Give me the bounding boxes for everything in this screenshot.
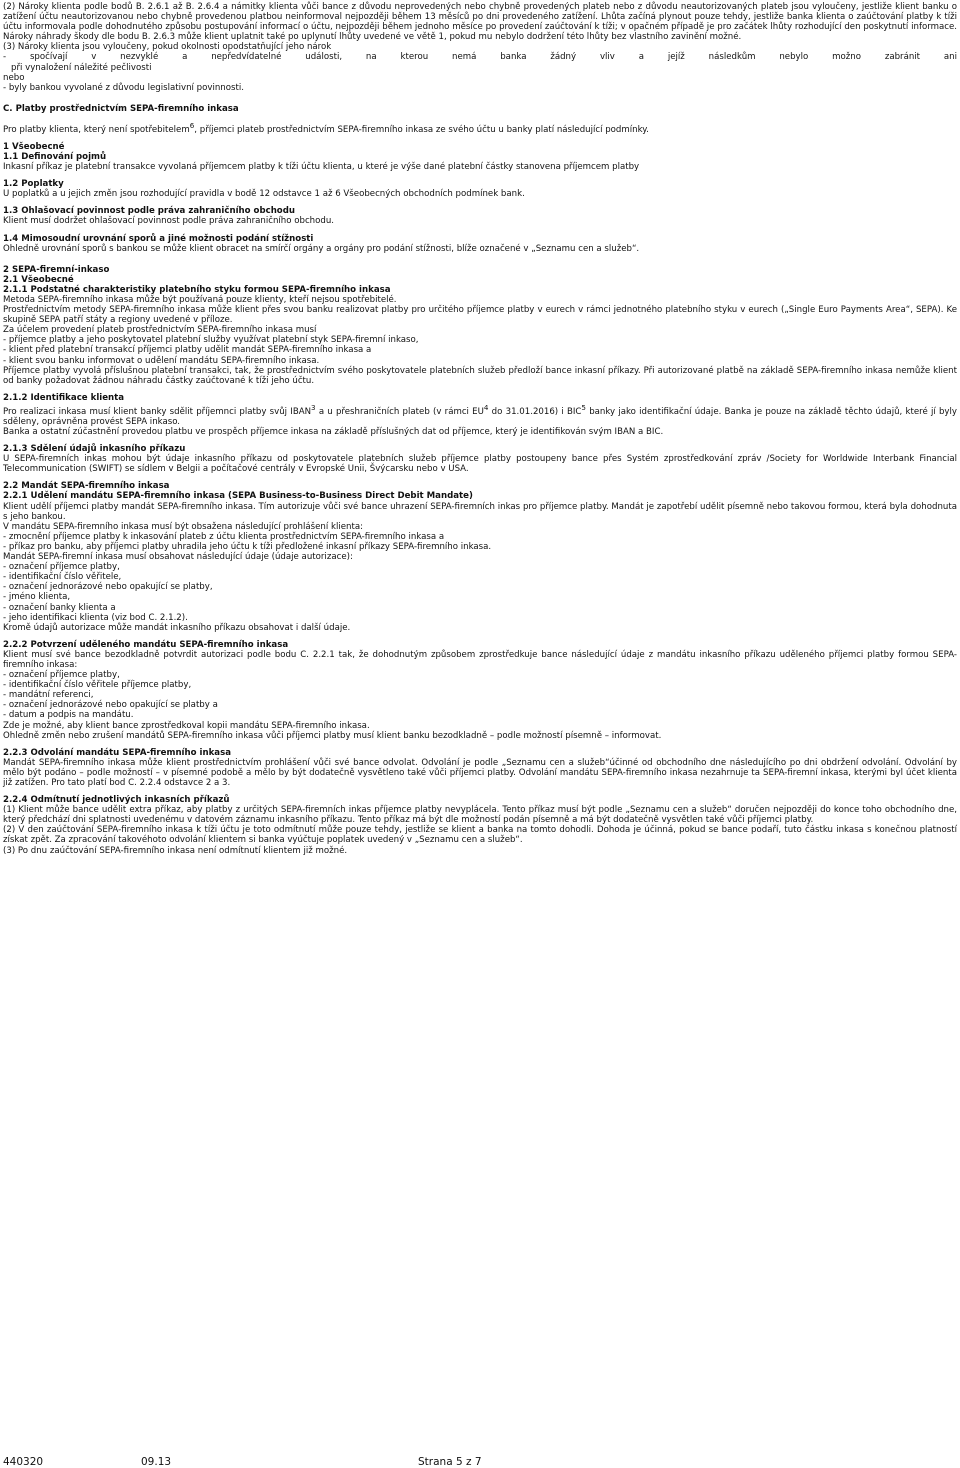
paragraph: Mandát SEPA-firemní inkasa musí obsahovat následující údaje (údaje autorizace): <box>3 552 353 563</box>
paragraph: Metoda SEPA-firemního inkasa může být používaná pouze klienty, kteří nejsou spotřebitelé. <box>3 295 397 306</box>
list-item: - klient svou banku informovat o udělení mandátu SEPA-firemního inkasa. <box>3 355 320 366</box>
list-item: - identifikační číslo věřitele, <box>3 572 122 583</box>
text-span: do 31.01.2016) i BIC <box>488 406 582 417</box>
page-number: Strana 5 z 7 <box>418 1456 482 1468</box>
section-heading: 2.1.1 Podstatné charakteristiky platebního styku formou SEPA-firemního inkasa <box>3 284 391 295</box>
section-heading: 1 Všeobecné <box>3 141 65 152</box>
text-span: Pro platby klienta, který není spotřebitelem <box>3 124 190 135</box>
list-item: - označení příjemce platby, <box>3 562 120 573</box>
list-item: při vynaložení náležité pečlivosti <box>11 62 152 73</box>
paragraph: Klient udělí příjemci platby mandát SEPA-firemního inkasa. Tím autorizuje vůči své bance uhrazení SEPA-firemních inkas pro příjemce platby. Mandát je zapotřebí udělit písemně nebo takovou formou, která byla dohodnuta s jeho bankou. <box>3 501 957 522</box>
footnote-mark: 5 <box>581 402 586 412</box>
paragraph: V mandátu SEPA-firemního inkasa musí být obsažena následující prohlášení klienta: <box>3 521 364 532</box>
list-item: - byly bankou vyvolané z důvodu legislativní povinnosti. <box>3 82 244 93</box>
section-heading: 2 SEPA-firemní-inkaso <box>3 264 110 275</box>
paragraph: U SEPA-firemních inkas mohou být údaje inkasního příkazu od poskytovatele platebních služeb příjemce platby postoupeny bance přes Systém zprostředkování zpráv /Society for Worldwide Interbank Financial Telecommunication (SWIFT) se sídlem v Belgii a počítačové centrály v Evropské Unii, Švýcarsku nebo v USA. <box>3 454 957 475</box>
paragraph: Kromě údajů autorizace může mandát inkasního příkazu obsahovat i další údaje. <box>3 622 351 633</box>
section-heading: 2.2 Mandát SEPA-firemního inkasa <box>3 481 170 492</box>
text-span: a u přeshraničních plateb (v rámci EU <box>315 406 484 417</box>
text-span: Pro realizaci inkasa musí klient banky sdělit příjemnci platby svůj IBAN <box>3 406 312 417</box>
list-item: - příjemce platby a jeho poskytovatel platební služby využívat platební styk SEPA-firemní inkaso, <box>3 335 419 346</box>
paragraph: (1) Klient může bance udělit extra příkaz, aby platby z určitých SEPA-firemních inkas příjemce platby nevyplácela. Tento příkaz musí být podle „Seznamu cen a služeb“ doručen nejpozději do konce toho obchodního dne, který předchází dni splatnosti uvedenému v datovém záznamu inkasního příkazu. Tento příkaz má být dle možností podán písemně a má být dodatečně vysvětlen také vůči příjemci platby. <box>3 805 957 826</box>
section-heading: 1.1 Definování pojmů <box>3 151 107 162</box>
section-heading: 2.1.3 Sdělení údajů inkasního příkazu <box>3 444 186 455</box>
list-item: - identifikační číslo věřitele příjemce platby, <box>3 680 192 691</box>
section-heading: 1.3 Ohlašovací povinnost podle práva zahraničního obchodu <box>3 206 295 217</box>
footnote-mark: 3 <box>311 402 316 412</box>
list-item: - příkaz pro banku, aby příjemci platby uhradila jeho účtu k tíži předložené inkasní příkazy SEPA-firemního inkasa. <box>3 541 492 552</box>
text-span: , příjemci plateb prostřednictvím SEPA-firemního inkasa ze svého účtu u banky platí následující podmínky. <box>194 124 649 135</box>
paragraph: Klient musí dodržet ohlašovací povinnost podle práva zahraničního obchodu. <box>3 216 335 227</box>
paragraph: Inkasní příkaz je platební transakce vyvolaná příjemcem platby k tíži účtu klienta, u které je výše dané platební částky stanovena příjemcem platby <box>3 162 640 173</box>
paragraph: Klient musí své bance bezodkladně potvrdit autorizaci podle bodu C. 2.2.1 tak, že dohodnutým způsobem zprostředkuje bance následující údaje z mandátu inkasního příkazu uděleného příjemci platby formou SEPA-firemního inkasa: <box>3 649 957 670</box>
paragraph <box>3 403 957 427</box>
list-item: - označení jednorázové nebo opakující se platby a <box>3 700 218 711</box>
list-item: - označení banky klienta a <box>3 602 116 613</box>
paragraph: Zde je možné, aby klient bance zprostředkoval kopii mandátu SEPA-firemního inkasa. <box>3 720 370 731</box>
form-code: 440320 <box>3 1456 44 1468</box>
paragraph: Ohledně změn nebo zrušení mandátů SEPA-firemního inkasa vůči příjemci platby musí klient banku bezodkladně – podle možností písemně – informovat. <box>3 730 662 741</box>
section-heading: 2.2.4 Odmítnutí jednotlivých inkasních příkazů <box>3 795 230 806</box>
text-span: banky jako identifikační údaje. Banka je pouze na základě těchto údajů, které jí byly sděleny, oprávněna provést SEPA inkaso. <box>3 406 957 427</box>
paragraph: Za účelem provedení plateb prostřednictvím SEPA-firemního inkasa musí <box>3 325 317 336</box>
list-item: - spočívají v nezvyklé a nepředvídatelné události, na kterou nemá banka žádný vliv a jejíž následkům nebylo možno zabránit ani <box>3 52 957 63</box>
section-heading: 2.1.2 Identifikace klienta <box>3 392 125 403</box>
section-heading: 2.1 Všeobecné <box>3 274 74 285</box>
list-item: - jméno klienta, <box>3 592 71 603</box>
list-item: - mandátní referenci, <box>3 690 94 701</box>
list-item: - klient před platební transakcí příjemci platby udělit mandát SEPA-firemního inkasa a <box>3 345 372 356</box>
list-item: - označení jednorázové nebo opakující se platby, <box>3 582 213 593</box>
footnote-mark: 4 <box>483 402 489 412</box>
paragraph: Prostřednictvím metody SEPA-firemního inkasa může klient přes svou banku realizovat platby pro určitého příjemce platby v eurech v rámci jednotného platebního styku v eurech („Single Euro Payments Area“, SEPA). Ke skupině SEPA patří státy a regiony uvedené v příloze. <box>3 305 957 326</box>
paragraph: (2) V den zaúčtování SEPA-firemního inkasa k tíži účtu je toto odmítnutí může pouze tehdy, jestliže se klient a banka na tomto dohodli. Dohoda je účinná, pokud se bance podaří, tuto částku inkasa s konečnou platností získat zpět. Za zpracování takovéhoto odvolání klientem si banka vyúčtuje poplatek uvedený v „Seznamu cen a služeb“. <box>3 825 957 846</box>
paragraph: (3) Nároky klienta jsou vyloučeny, pokud okolnosti opodstatňující jeho nárok <box>3 42 332 53</box>
paragraph: (2) Nároky klienta podle bodů B. 2.6.1 až B. 2.6.4 a námitky klienta vůči bance z důvodu neprovedených nebo chybně provedených plateb nebo z důvodu neautorizovaných plateb jsou vyloučeny, jestliže klient banku o zatížení účtu neautorizovanou nebo chybně provedenou platbou neinformoval nejpozději během 13 měsíců po dni provedeného zatížení. Lhůta začíná plynout pouze tehdy, jestliže banka klienta o zaúčtování platby k tíži účtu informovala podle dohodnutého způsobu postupování informací o účtu, nejpozději během jednoho měsíce po provedení zaúčtování k tíži; v opačném případě je pro začátek lhůty rozhodující den poskytnutí informace. Nároky náhrady škody dle bodu B. 2.6.3 může klient uplatnit také po uplynutí lhůty uvedené ve větě 1, pokud mu nebylo dodržení této lhůty bez vlastního zavinění možné. <box>3 2 957 43</box>
paragraph: U poplatků a u jejich změn jsou rozhodující pravidla v bodě 12 odstavce 1 až 6 Všeobecných obchodních podmínek bank. <box>3 189 525 200</box>
section-heading: 2.2.1 Udělení mandátu SEPA-firemního inkasa (SEPA Business-to-Business Direct Debit Mandate) <box>3 491 473 502</box>
paragraph: Ohledně urovnání sporů s bankou se může klient obracet na smírčí orgány a orgány pro podání stížnosti, blíže označené v „Seznamu cen a služeb“. <box>3 243 640 254</box>
paragraph: Mandát SEPA-firemního inkasa může klient prostřednictvím prohlášení vůči své bance odvolat. Odvolání je podle „Seznamu cen a služeb“účinné od obchodního dne následujícího po dni obdržení odvolání. Odvolání by mělo být podáno – podle možností – v písemné podobě a mělo by být dodatečně vysvětleno také vůči příjemci platby. Odvolání mandátu SEPA-firemního inkasa nezahrnuje ta SEPA-firemní inkasa, kterými byl účet klienta již zatížen. Pro tato platí bod C. 2.2.4 odstavce 2 a 3. <box>3 757 957 788</box>
paragraph: Banka a ostatní zúčastnění provedou platbu ve prospěch příjemce inkasa na základě příslušných dat od příjemce, který je identifikován svým IBAN a BIC. <box>3 427 664 437</box>
list-item: - jeho identifikaci klienta (viz bod C. 2.1.2). <box>3 612 188 623</box>
list-item: - označení příjemce platby, <box>3 670 120 681</box>
section-heading: 1.4 Mimosoudní urovnání sporů a jiné možnosti podání stížnosti <box>3 233 314 244</box>
form-date: 09.13 <box>141 1456 172 1468</box>
list-item: - datum a podpis na mandátu. <box>3 710 134 721</box>
list-item: - zmocnění příjemce platby k inkasování plateb z účtu klienta prostřednictvím SEPA-firemního inkasa a <box>3 531 445 542</box>
paragraph: Příjemce platby vyvolá příslušnou platební transakci, tak, že prostřednictvím svého poskytovatele platebních služeb předloží bance inkasní příkazy. Při autorizované platbě na základě SEPA-firemního inkasa nemůže klient od banky požadovat žádnou náhradu částky zaúčtované k tíži jeho účtu. <box>3 365 957 386</box>
paragraph: (3) Po dnu zaúčtování SEPA-firemního inkasa není odmítnutí klientem již možné. <box>3 845 348 856</box>
footnote-mark: 6 <box>189 120 195 130</box>
paragraph <box>3 121 957 135</box>
section-heading: 1.2 Poplatky <box>3 179 64 190</box>
section-heading: C. Platby prostřednictvím SEPA-firemního inkasa <box>3 103 239 114</box>
section-heading: 2.2.3 Odvolání mandátu SEPA-firemního inkasa <box>3 747 232 758</box>
section-heading: 2.2.2 Potvrzení uděleného mandátu SEPA-firemního inkasa <box>3 639 289 650</box>
paragraph: nebo <box>3 72 25 83</box>
